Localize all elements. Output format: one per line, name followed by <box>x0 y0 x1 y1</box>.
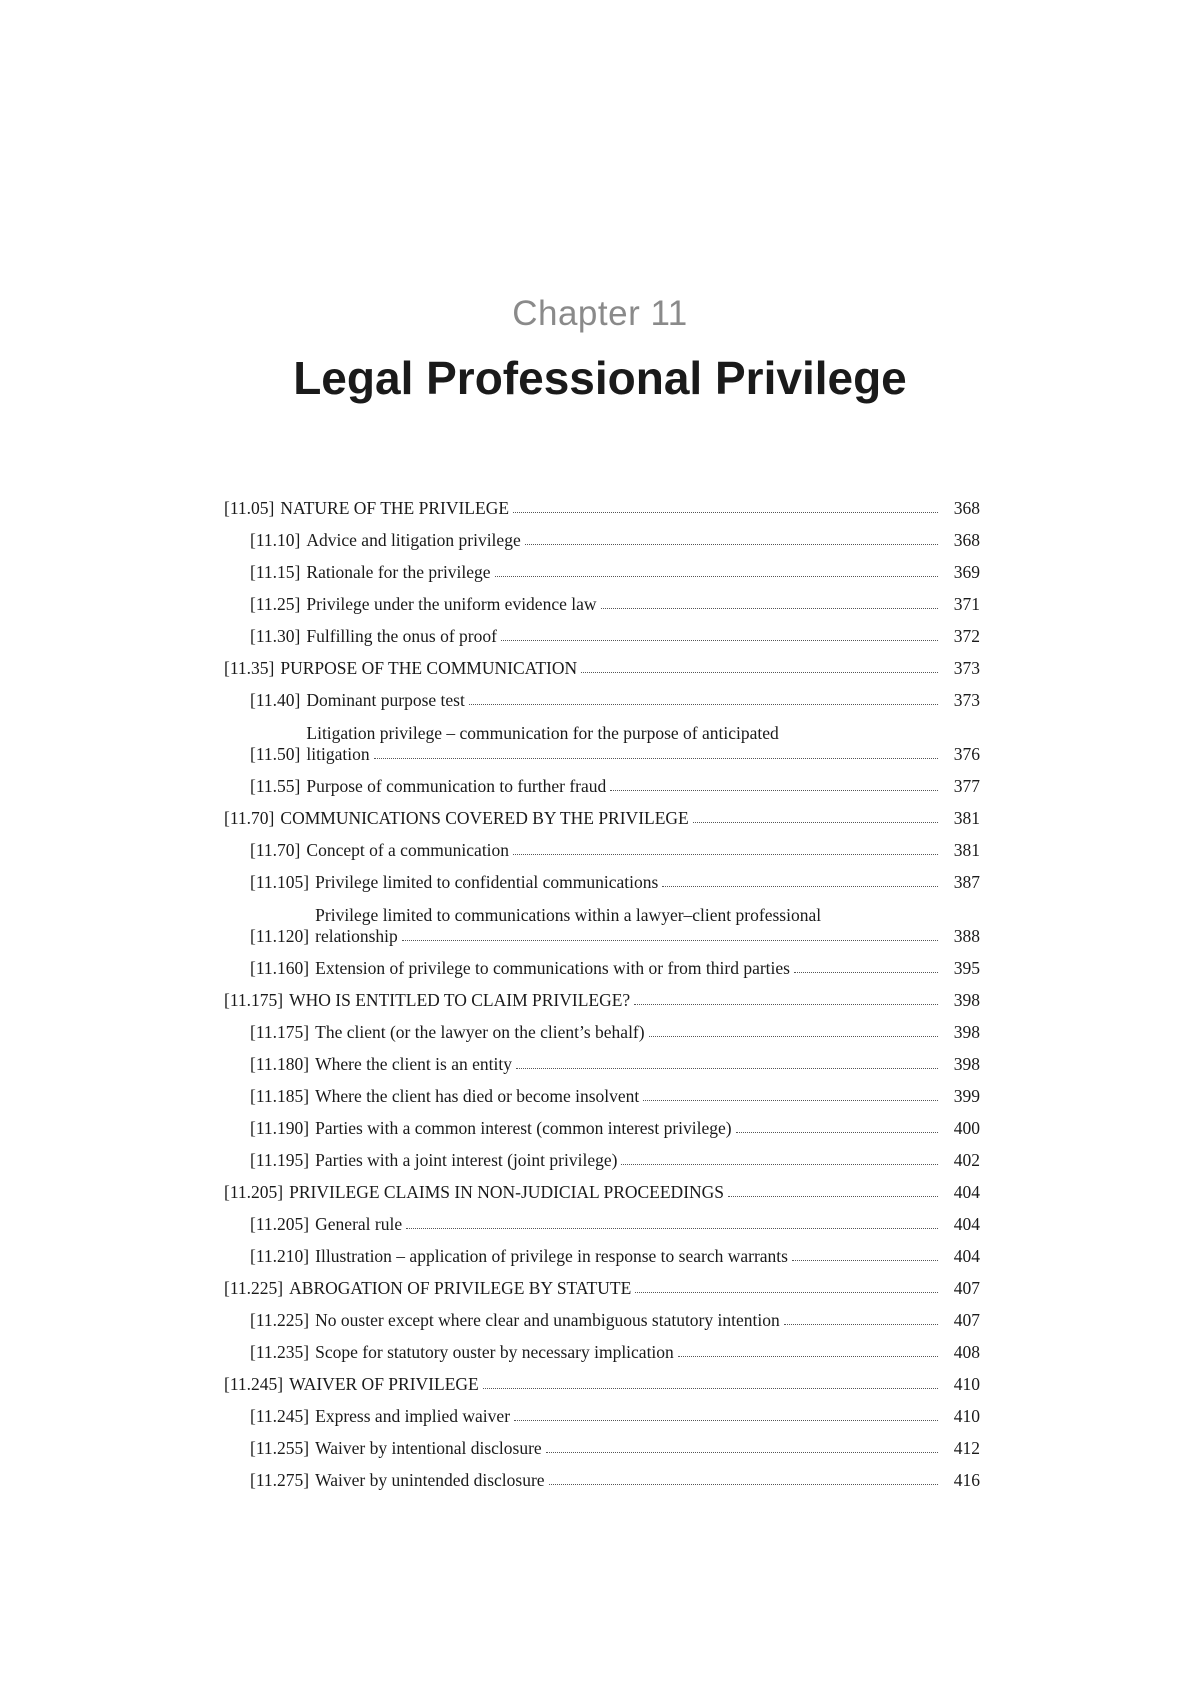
dot-leader <box>693 822 938 823</box>
toc-section-entry <box>224 487 980 519</box>
toc-entry-title: PRIVILEGE CLAIMS IN NON-JUDICIAL PROCEEDINGS <box>289 1182 725 1202</box>
toc-page-number: 376 <box>953 744 980 764</box>
toc-entry-title: Privilege limited to confidential communications <box>315 872 659 892</box>
toc-paragraph-ref: [11.175] <box>250 1022 310 1042</box>
toc-paragraph-ref: [11.70] <box>224 808 275 828</box>
toc-subsection-entry <box>224 829 980 861</box>
dot-leader <box>643 1100 938 1101</box>
toc-paragraph-ref: [11.190] <box>250 1118 310 1138</box>
toc-entry-title: Dominant purpose test <box>306 690 465 710</box>
dot-leader <box>406 1228 938 1229</box>
dot-leader <box>402 940 938 941</box>
toc-entry-title: WAIVER OF PRIVILEGE <box>289 1374 479 1394</box>
toc-page-number: 377 <box>953 776 980 796</box>
dot-leader <box>525 544 938 545</box>
toc-page-number: 395 <box>953 958 980 978</box>
chapter-title: Legal Professional Privilege <box>293 352 907 404</box>
toc-page-number: 402 <box>953 1150 980 1170</box>
toc-paragraph-ref: [11.225] <box>250 1310 310 1330</box>
toc-entry-title: Scope for statutory ouster by necessary implication <box>315 1342 674 1362</box>
toc-entry-title: ABROGATION OF PRIVILEGE BY STATUTE <box>289 1278 632 1298</box>
toc-subsection-entry <box>224 583 980 615</box>
toc-entry-title: Parties with a joint interest (joint privilege) <box>315 1150 618 1170</box>
dot-leader <box>610 790 938 791</box>
toc-entry-title: Where the client has died or become insolvent <box>315 1086 640 1106</box>
toc-page-number: 416 <box>953 1470 980 1490</box>
toc-entry-title: Fulfilling the onus of proof <box>306 626 497 646</box>
toc-subsection-entry <box>224 1459 980 1491</box>
toc-page-number: 408 <box>953 1342 980 1362</box>
toc-page-number: 410 <box>953 1374 980 1394</box>
toc-paragraph-ref: [11.50] <box>250 744 301 764</box>
dot-leader <box>792 1260 938 1261</box>
toc-entry-title: Concept of a communication <box>306 840 510 860</box>
dot-leader <box>495 576 938 577</box>
dot-leader <box>634 1004 938 1005</box>
toc-entry-title: Parties with a common interest (common interest privilege) <box>315 1118 732 1138</box>
toc-subsection-entry <box>224 615 980 647</box>
table-of-contents <box>224 487 980 1491</box>
toc-subsection-entry <box>224 1427 980 1459</box>
toc-page-number: 404 <box>953 1214 980 1234</box>
toc-page-number: 398 <box>953 990 980 1010</box>
toc-entry-title: Litigation privilege – communication for the purpose of anticipated <box>306 723 779 743</box>
toc-page-number: 410 <box>953 1406 980 1426</box>
toc-page-number: 368 <box>953 498 980 518</box>
toc-subsection-entry <box>224 1203 980 1235</box>
toc-subsection-entry <box>224 1139 980 1171</box>
toc-subsection-entry <box>224 861 980 893</box>
dot-leader <box>662 886 938 887</box>
toc-subsection-entry <box>224 519 980 551</box>
toc-section-entry <box>224 1267 980 1299</box>
toc-paragraph-ref: [11.245] <box>224 1374 284 1394</box>
toc-entry-title: Waiver by unintended disclosure <box>315 1470 545 1490</box>
toc-paragraph-ref: [11.40] <box>250 690 301 710</box>
toc-paragraph-ref: [11.120] <box>250 926 310 946</box>
toc-page-number: 381 <box>953 840 980 860</box>
toc-entry-title: WHO IS ENTITLED TO CLAIM PRIVILEGE? <box>289 990 631 1010</box>
toc-paragraph-ref: [11.275] <box>250 1470 310 1490</box>
toc-paragraph-ref: [11.210] <box>250 1246 310 1266</box>
toc-page-number: 387 <box>953 872 980 892</box>
toc-entry-title: Purpose of communication to further fraud <box>306 776 607 796</box>
chapter-number: Chapter 11 <box>512 294 688 333</box>
toc-paragraph-ref: [11.30] <box>250 626 301 646</box>
toc-page-number: 381 <box>953 808 980 828</box>
dot-leader <box>581 672 938 673</box>
dot-leader <box>516 1068 938 1069</box>
toc-paragraph-ref: [11.185] <box>250 1086 310 1106</box>
toc-entry-title: General rule <box>315 1214 403 1234</box>
toc-page-number: 369 <box>953 562 980 582</box>
toc-paragraph-ref: [11.225] <box>224 1278 284 1298</box>
toc-page-number: 372 <box>953 626 980 646</box>
toc-entry-title-continued: relationship <box>315 926 398 946</box>
dot-leader <box>513 854 938 855</box>
toc-entry-title: COMMUNICATIONS COVERED BY THE PRIVILEGE <box>280 808 689 828</box>
toc-entry-title: NATURE OF THE PRIVILEGE <box>280 498 510 518</box>
toc-paragraph-ref: [11.180] <box>250 1054 310 1074</box>
toc-paragraph-ref: [11.105] <box>250 872 310 892</box>
toc-entry-title: Privilege limited to communications within a lawyer–client professional <box>315 905 822 925</box>
dot-leader <box>483 1388 938 1389</box>
toc-entry-title: Privilege under the uniform evidence law <box>306 594 597 614</box>
toc-entry-title: PURPOSE OF THE COMMUNICATION <box>280 658 578 678</box>
dot-leader <box>794 972 938 973</box>
toc-entry-title: The client (or the lawyer on the client’s behalf) <box>315 1022 645 1042</box>
toc-subsection-entry <box>224 1235 980 1267</box>
dot-leader <box>501 640 938 641</box>
dot-leader <box>635 1292 938 1293</box>
toc-paragraph-ref: [11.05] <box>224 498 275 518</box>
toc-page-number: 407 <box>953 1278 980 1298</box>
toc-subsection-entry <box>224 1043 980 1075</box>
toc-subsection-entry <box>224 1075 980 1107</box>
toc-entry-title-continued: litigation <box>306 744 370 764</box>
dot-leader <box>546 1452 938 1453</box>
toc-paragraph-ref: [11.205] <box>224 1182 284 1202</box>
toc-section-entry <box>224 647 980 679</box>
toc-page-number: 373 <box>953 690 980 710</box>
dot-leader <box>621 1164 938 1165</box>
toc-subsection-entry <box>224 1331 980 1363</box>
dot-leader <box>374 758 938 759</box>
toc-subsection-entry <box>224 551 980 583</box>
toc-section-entry <box>224 797 980 829</box>
toc-paragraph-ref: [11.235] <box>250 1342 310 1362</box>
toc-paragraph-ref: [11.160] <box>250 958 310 978</box>
dot-leader <box>513 512 938 513</box>
toc-entry-title: No ouster except where clear and unambiguous statutory intention <box>315 1310 780 1330</box>
toc-paragraph-ref: [11.25] <box>250 594 301 614</box>
toc-section-entry <box>224 979 980 1011</box>
dot-leader <box>601 608 939 609</box>
dot-leader <box>469 704 938 705</box>
toc-subsection-entry <box>224 1011 980 1043</box>
toc-subsection-entry <box>224 1395 980 1427</box>
toc-paragraph-ref: [11.35] <box>224 658 275 678</box>
toc-entry-title: Advice and litigation privilege <box>306 530 521 550</box>
toc-paragraph-ref: [11.70] <box>250 840 301 860</box>
toc-page-number: 399 <box>953 1086 980 1106</box>
toc-paragraph-ref: [11.205] <box>250 1214 310 1234</box>
toc-paragraph-ref: [11.255] <box>250 1438 310 1458</box>
toc-paragraph-ref: [11.175] <box>224 990 284 1010</box>
toc-entry-title: Rationale for the privilege <box>306 562 491 582</box>
dot-leader <box>736 1132 938 1133</box>
toc-page-number: 412 <box>953 1438 980 1458</box>
toc-page-number: 398 <box>953 1022 980 1042</box>
toc-entry-title: Illustration – application of privilege in response to search warrants <box>315 1246 788 1266</box>
toc-page-number: 373 <box>953 658 980 678</box>
dot-leader <box>514 1420 938 1421</box>
dot-leader <box>784 1324 938 1325</box>
toc-page-number: 407 <box>953 1310 980 1330</box>
toc-section-entry <box>224 1363 980 1395</box>
toc-subsection-entry <box>224 679 980 711</box>
toc-section-entry <box>224 1171 980 1203</box>
toc-entry-title: Extension of privilege to communications with or from third parties <box>315 958 790 978</box>
dot-leader <box>678 1356 938 1357</box>
toc-page-number: 368 <box>953 530 980 550</box>
toc-page-number: 404 <box>953 1182 980 1202</box>
toc-paragraph-ref: [11.10] <box>250 530 301 550</box>
toc-entry-title: Where the client is an entity <box>315 1054 512 1074</box>
toc-paragraph-ref: [11.195] <box>250 1150 310 1170</box>
toc-subsection-entry <box>224 1299 980 1331</box>
toc-page-number: 398 <box>953 1054 980 1074</box>
toc-subsection-entry <box>224 765 980 797</box>
toc-page-number: 371 <box>953 594 980 614</box>
toc-subsection-entry <box>224 711 980 765</box>
toc-entry-title: Express and implied waiver <box>315 1406 511 1426</box>
toc-page-number: 400 <box>953 1118 980 1138</box>
toc-subsection-entry <box>224 893 980 947</box>
toc-subsection-entry <box>224 947 980 979</box>
toc-paragraph-ref: [11.55] <box>250 776 301 796</box>
dot-leader <box>728 1196 938 1197</box>
toc-page-number: 404 <box>953 1246 980 1266</box>
toc-entry-title: Waiver by intentional disclosure <box>315 1438 542 1458</box>
dot-leader <box>549 1484 938 1485</box>
toc-paragraph-ref: [11.245] <box>250 1406 310 1426</box>
dot-leader <box>649 1036 938 1037</box>
toc-paragraph-ref: [11.15] <box>250 562 301 582</box>
toc-subsection-entry <box>224 1107 980 1139</box>
toc-page-number: 388 <box>953 926 980 946</box>
